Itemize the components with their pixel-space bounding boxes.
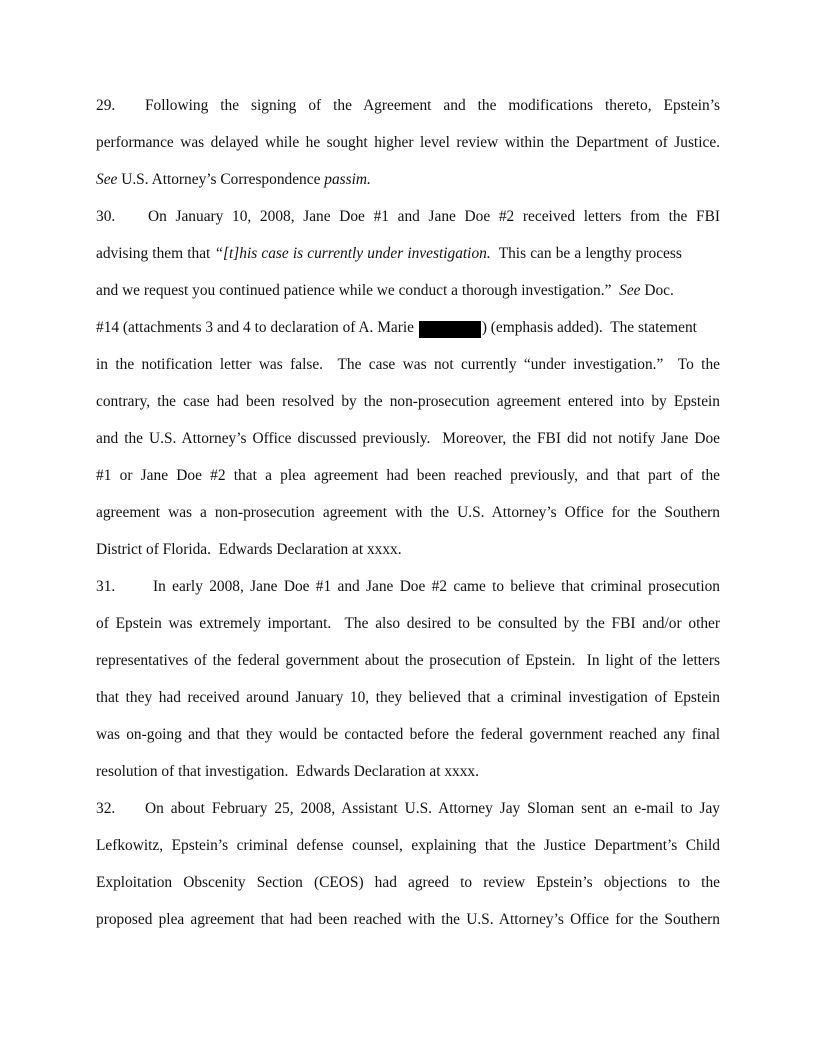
paragraph-29-line-3: See U.S. Attorney’s Correspondence passim. xyxy=(96,171,371,188)
paragraph-29-line-2: performance was delayed while he sought higher level review within the Department of Justice. xyxy=(96,134,720,151)
paragraph-31-line-3: representatives of the federal government about the prosecution of Epstein. In light of the letters xyxy=(96,652,720,669)
paragraph-number: 32. xyxy=(96,800,116,817)
paragraph-30-line-2: advising them that “[t]his case is currently under investigation. This can be a lengthy process xyxy=(96,245,682,262)
paragraph-30-line-4: #14 (attachments 3 and 4 to declaration of A. Marie [redacted] ) (emphasis added). The statement xyxy=(96,319,697,336)
paragraph-30-line-3: and we request you continued patience while we conduct a thorough investigation.” See Doc. xyxy=(96,282,674,299)
paragraph-30-line-1: 30. On January 10, 2008, Jane Doe #1 and Jane Doe #2 received letters from the FBI xyxy=(96,208,720,225)
paragraph-32-line-4: proposed plea agreement that had been reached with the U.S. Attorney’s Office for the Southern xyxy=(96,911,720,928)
paragraph-31-line-6: resolution of that investigation. Edwards Declaration at xxxx. xyxy=(96,763,479,780)
paragraph-number: 29. xyxy=(96,97,116,114)
paragraph-29-line-1: 29. Following the signing of the Agreement and the modifications thereto, Epstein’s xyxy=(96,97,720,114)
paragraph-31-line-2: of Epstein was extremely important. The also desired to be consulted by the FBI and/or other xyxy=(96,615,720,632)
paragraph-30-line-10: District of Florida. Edwards Declaration at xxxx. xyxy=(96,541,402,558)
paragraph-30-line-6: contrary, the case had been resolved by the non-prosecution agreement entered into by Epstein xyxy=(96,393,720,410)
paragraph-30-line-8: #1 or Jane Doe #2 that a plea agreement had been reached previously, and that part of the xyxy=(96,467,720,484)
paragraph-30-line-9: agreement was a non-prosecution agreement with the U.S. Attorney’s Office for the Southern xyxy=(96,504,720,521)
paragraph-30-line-7: and the U.S. Attorney’s Office discussed previously. Moreover, the FBI did not notify Jane Doe xyxy=(96,430,720,447)
paragraph-32-line-1: 32. On about February 25, 2008, Assistant U.S. Attorney Jay Sloman sent an e-mail to Jay xyxy=(96,800,720,817)
paragraph-32-line-3: Exploitation Obscenity Section (CEOS) had agreed to review Epstein’s objections to the xyxy=(96,874,720,891)
paragraph-31-line-1: 31. In early 2008, Jane Doe #1 and Jane Doe #2 came to believe that criminal prosecution xyxy=(96,578,720,595)
paragraph-number: 30. xyxy=(96,208,116,225)
paragraph-number: 31. xyxy=(96,578,116,595)
paragraph-30-line-5: in the notification letter was false. The case was not currently “under investigation.” To the xyxy=(96,356,720,373)
paragraph-31-line-5: was on-going and that they would be contacted before the federal government reached any final xyxy=(96,726,720,743)
paragraph-31-line-4: that they had received around January 10, they believed that a criminal investigation of Epstein xyxy=(96,689,720,706)
redaction-box: [redacted] xyxy=(419,321,481,338)
paragraph-32-line-2: Lefkowitz, Epstein’s criminal defense counsel, explaining that the Justice Department’s Child xyxy=(96,837,720,854)
